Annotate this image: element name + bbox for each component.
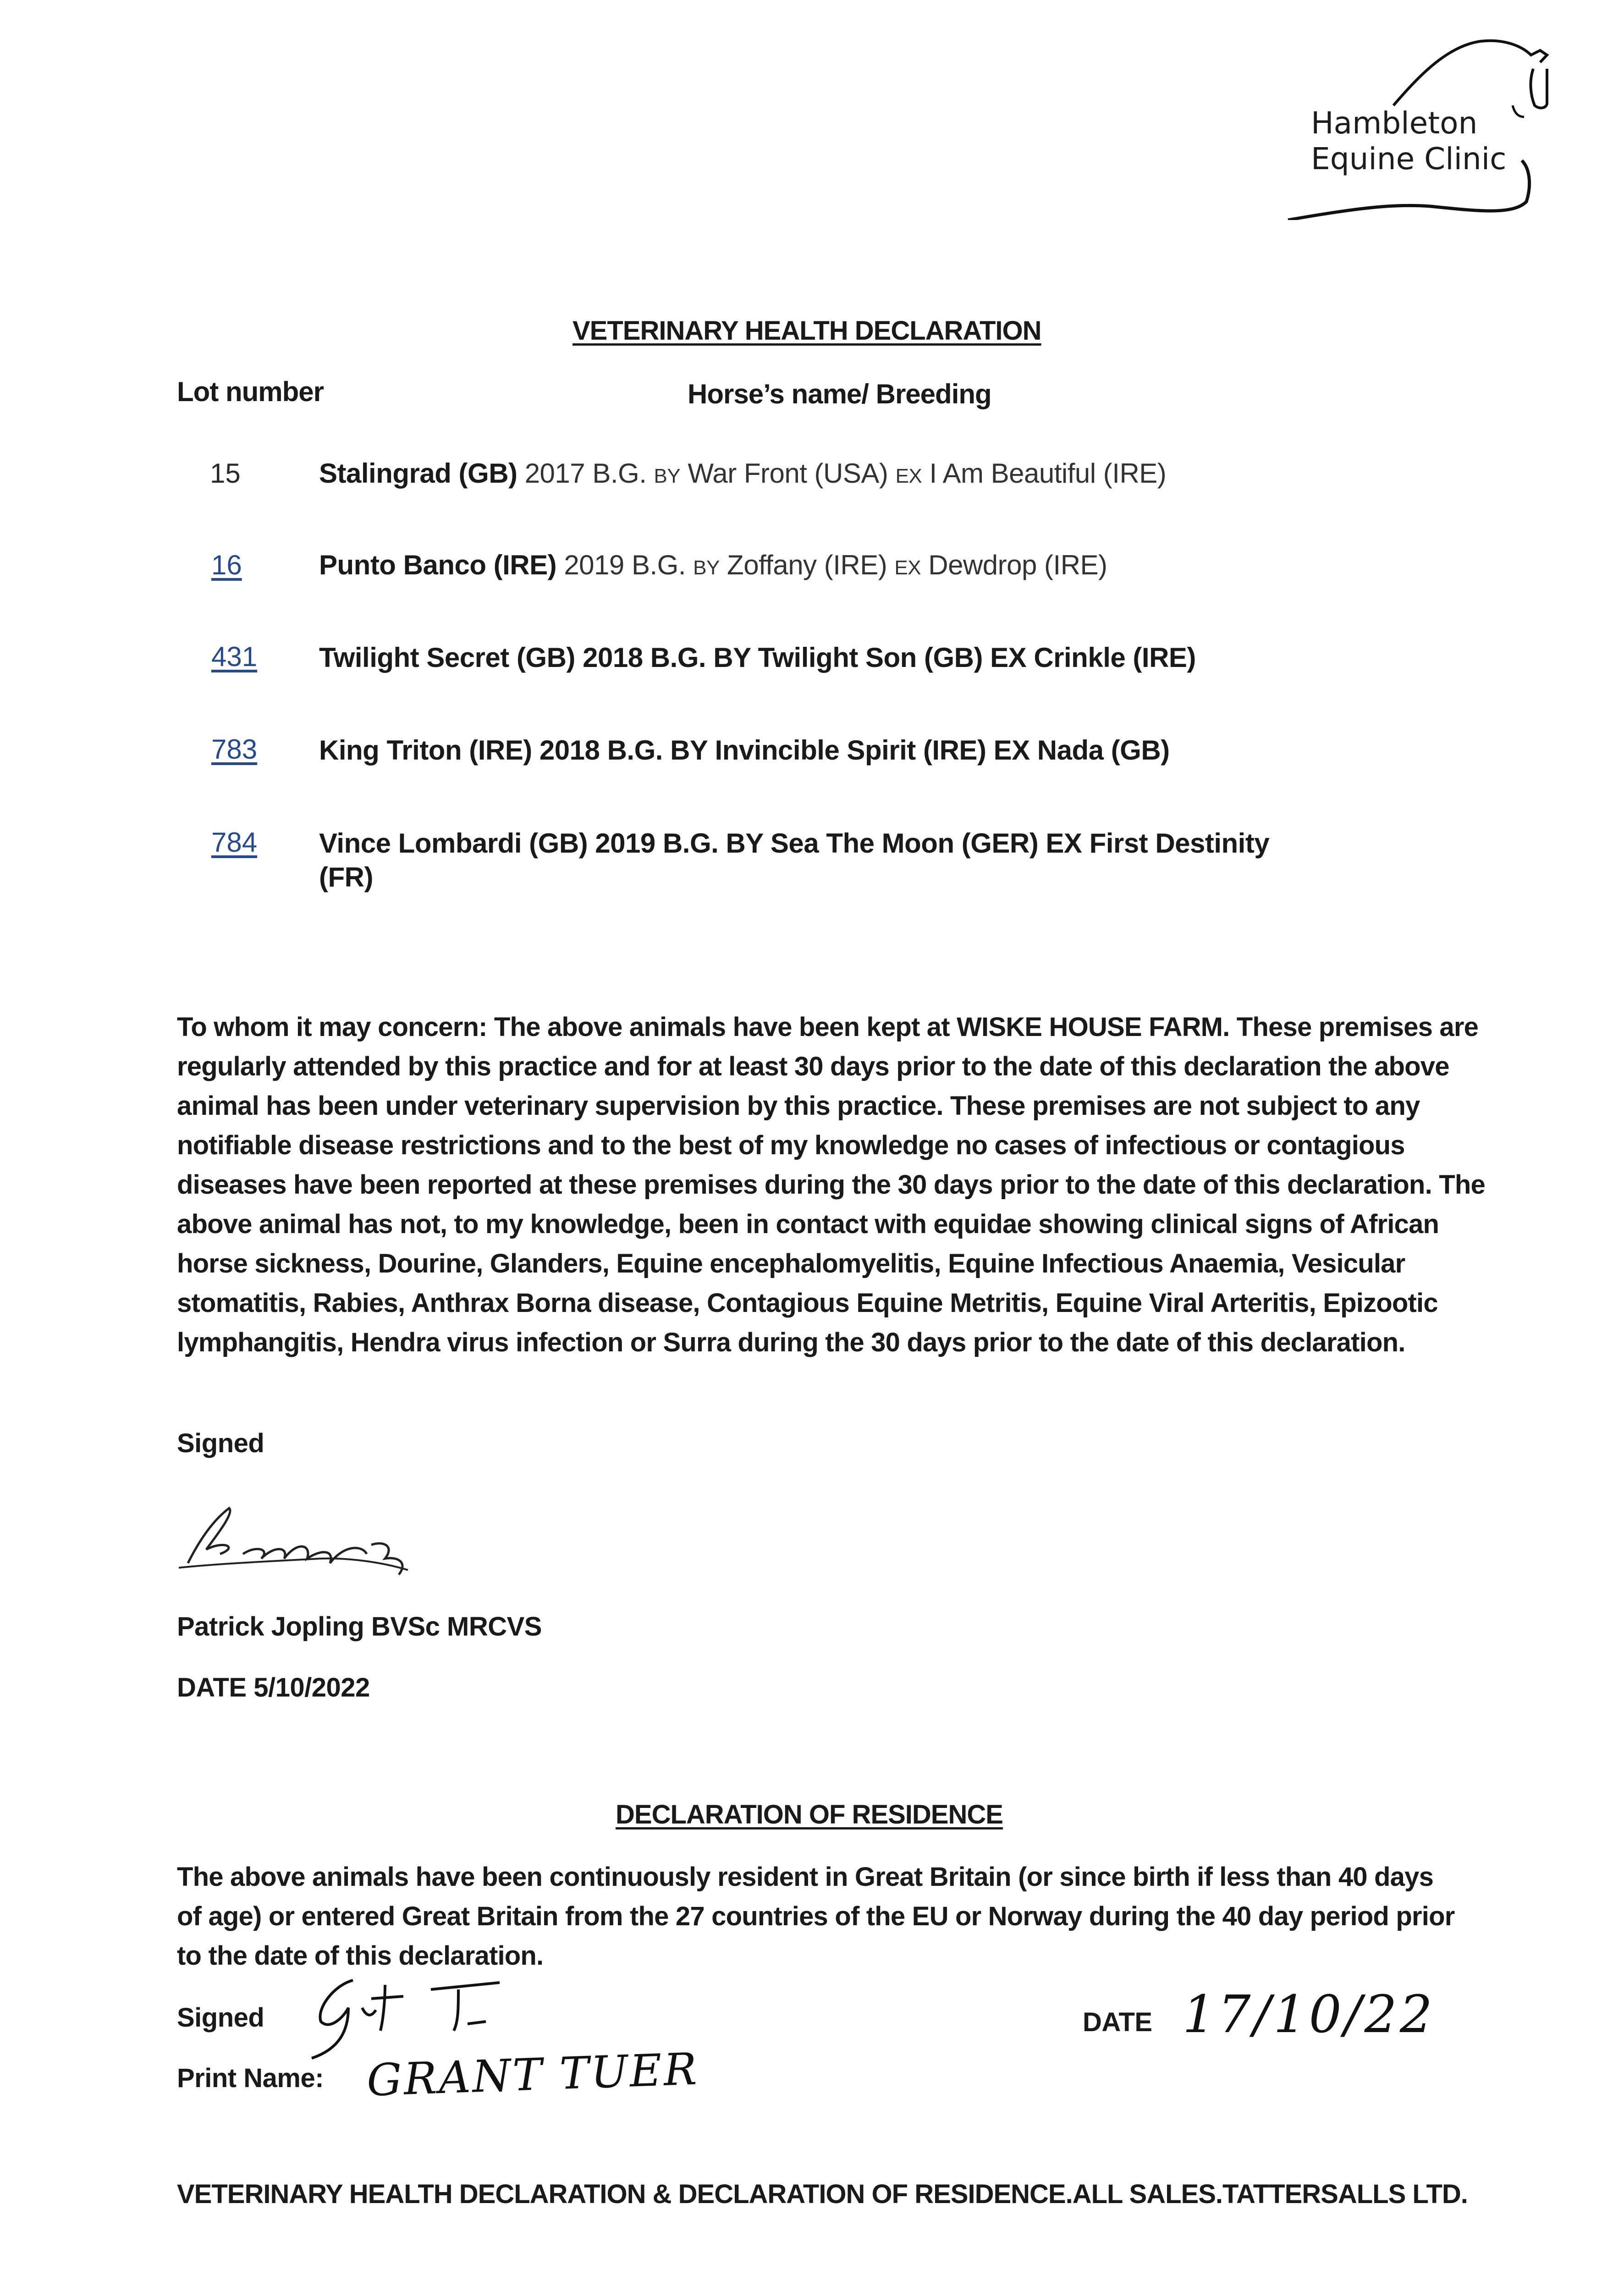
horse-entry: Stalingrad (GB) 2017 B.G. BY War Front (USA) EX I Am Beautiful (IRE) xyxy=(319,458,1167,489)
residence-declaration-title: DECLARATION OF RESIDENCE xyxy=(616,1800,1003,1829)
clinic-name-line1: Hambleton xyxy=(1311,105,1478,141)
horse-entry: Twilight Secret (GB) 2018 B.G. BY Twilight Son (GB) EX Crinkle (IRE) xyxy=(319,642,1196,673)
print-name-label: Print Name: xyxy=(177,2063,324,2093)
residence-date-label: DATE xyxy=(1083,2007,1152,2037)
lot-number-link[interactable]: 784 xyxy=(211,827,258,858)
lot-number-header: Lot number xyxy=(177,376,324,407)
clinic-name-line2: Equine Clinic xyxy=(1311,141,1507,176)
horse-entry: Punto Banco (IRE) 2019 B.G. BY Zoffany (IRE) EX Dewdrop (IRE) xyxy=(319,550,1107,580)
horse-entry: King Triton (IRE) 2018 B.G. BY Invincible Spirit (IRE) EX Nada (GB) xyxy=(319,735,1170,766)
health-declaration-title: VETERINARY HEALTH DECLARATION xyxy=(573,316,1041,346)
vet-name: Patrick Jopling BVSc MRCVS xyxy=(177,1612,542,1642)
residence-date-value: 17/10/22 xyxy=(1183,1985,1436,2044)
horse-name-header: Horse’s name/ Breeding xyxy=(688,379,991,409)
lot-number: 15 xyxy=(210,458,241,489)
residence-signed-label: Signed xyxy=(177,2003,264,2033)
horse-name: Punto Banco (IRE) xyxy=(319,550,557,580)
residence-statement: The above animals have been continuously resident in Great Britain (or since birth if less than 40 days of age) or entered Great Britain from the 27 countries of the EU or Norway during the 40 day period prior to the date of this declaration. xyxy=(177,1862,1455,1971)
lot-number-link[interactable]: 16 xyxy=(211,550,242,580)
signed-label: Signed xyxy=(177,1428,264,1458)
print-name-value: GRANT TUER xyxy=(366,2043,699,2106)
vet-signature xyxy=(170,1494,426,1586)
lot-number-link[interactable]: 431 xyxy=(211,641,258,672)
clinic-logo xyxy=(1283,18,1558,220)
horse-entry: Vince Lombardi (GB) 2019 B.G. BY Sea The Moon (GER) EX First Destinity (FR) xyxy=(319,828,1270,893)
page-footer: VETERINARY HEALTH DECLARATION & DECLARATION OF RESIDENCE.ALL SALES.TATTERSALLS LTD. xyxy=(177,2179,1468,2209)
health-statement: To whom it may concern: The above animals have been kept at WISKE HOUSE FARM. These premises are regularly attended by this practice and for at least 30 days prior to the date of this declaration the above animal has been under veterinary supervision by this practice. These premises are not subject to any notifiable disease restrictions and to the best of my knowledge no cases of infectious or contagious diseases have been reported at these premises during the 30 days prior to the date of this declaration. The above animal has not, to my knowledge, been in contact with equidae showing clinical signs of African horse sickness, Dourine, Glanders, Equine encephalomyelitis, Equine Infectious Anaemia, Vesicular stomatitis, Rabies, Anthrax Borna disease, Contagious Equine Metritis, Equine Viral Arteritis, Epizootic lymphangitis, Hendra virus infection or Surra during the 30 days prior to the date of this declaration. xyxy=(177,1012,1485,1357)
lot-number-link[interactable]: 783 xyxy=(211,734,258,765)
owner-signature xyxy=(293,1971,532,2063)
horse-name: Stalingrad (GB) xyxy=(319,458,517,489)
vet-date: DATE 5/10/2022 xyxy=(177,1673,370,1702)
